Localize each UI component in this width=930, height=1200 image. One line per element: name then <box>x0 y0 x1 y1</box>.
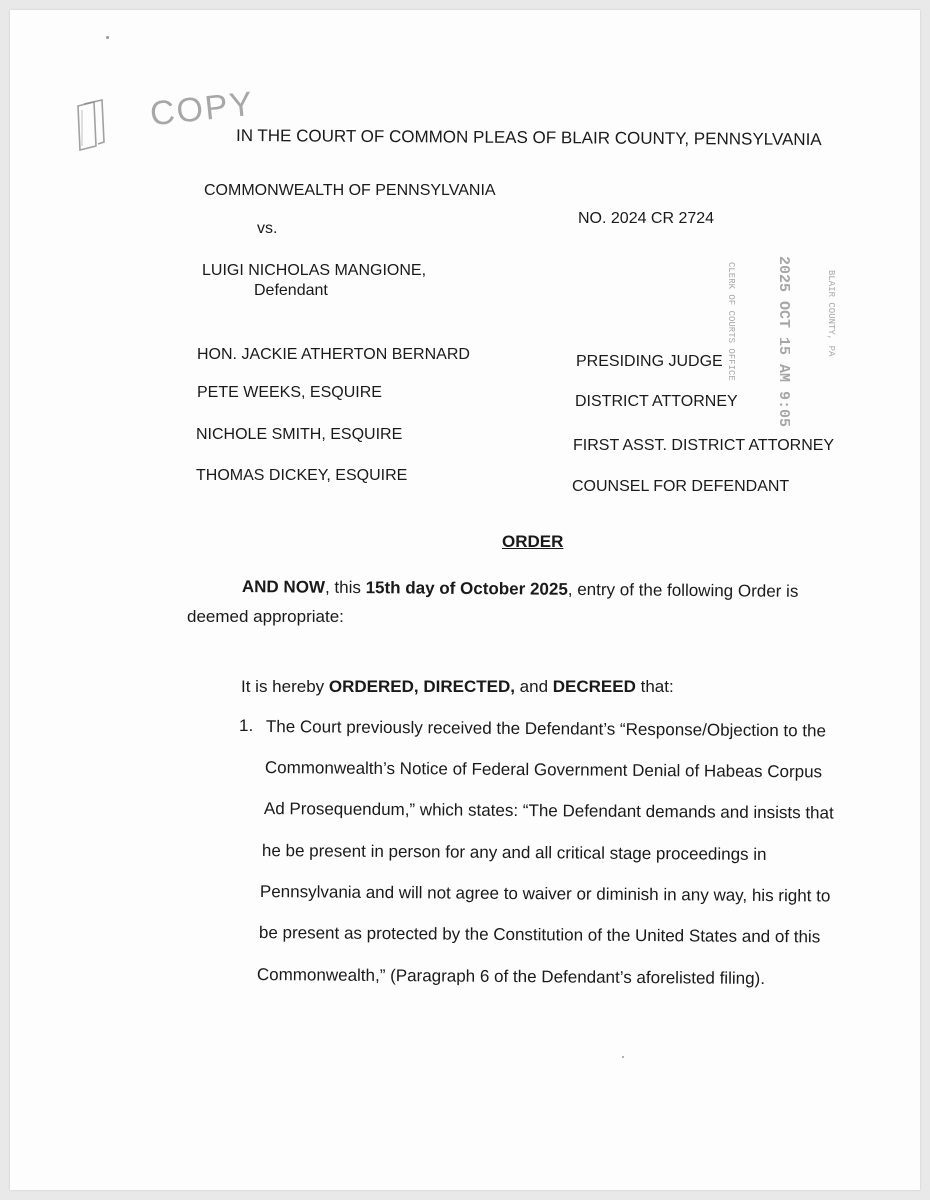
item1-line-7: Commonwealth,” (Paragraph 6 of the Defendant’s aforelisted filing). <box>256 965 766 988</box>
intro-lead: AND NOW <box>241 577 326 597</box>
copy-stamp <box>72 84 257 164</box>
decree-suffix: that: <box>635 677 674 696</box>
intro-mid: , this <box>324 577 366 598</box>
party-role-judge: PRESIDING JUDGE <box>576 353 723 370</box>
document-copy-icon <box>72 96 116 156</box>
item1-line-2: Commonwealth’s Notice of Federal Government Denial of Habeas Corpus <box>264 758 823 782</box>
decree-prefix: It is hereby <box>241 677 329 696</box>
document-page <box>10 10 920 1190</box>
scan-speck <box>106 36 109 39</box>
defendant-name: LUIGI NICHOLAS MANGIONE, <box>202 262 427 279</box>
scan-speck <box>622 1056 624 1058</box>
party-name-first-asst: NICHOLE SMITH, ESQUIRE <box>196 426 403 443</box>
item-number: 1. <box>239 716 254 735</box>
order-intro <box>242 577 799 602</box>
copy-stamp-label: COPY <box>148 84 257 134</box>
party-name-da: PETE WEEKS, ESQUIRE <box>197 384 382 401</box>
case-number: NO. 2024 CR 2724 <box>578 210 715 227</box>
court-heading: IN THE COURT OF COMMON PLEAS OF BLAIR COUNTY, PENNSYLVANIA <box>235 125 822 150</box>
plaintiff-name: COMMONWEALTH OF PENNSYLVANIA <box>204 182 496 199</box>
order-intro-line2: deemed appropriate: <box>187 607 344 626</box>
filed-stamp-date: 2025 OCT 15 AM 9:05 <box>775 256 792 428</box>
decree-decreed: DECREED <box>552 677 636 696</box>
intro-tail: , entry of the following Order is <box>567 579 799 601</box>
party-role-da: DISTRICT ATTORNEY <box>575 393 738 410</box>
party-name-judge: HON. JACKIE ATHERTON BERNARD <box>197 346 470 363</box>
decree-ordered: ORDERED, DIRECTED, <box>328 677 515 696</box>
item1-line-3: Ad Prosequendum,” which states: “The Defendant demands and insists that <box>263 799 834 823</box>
defendant-role: Defendant <box>254 282 328 299</box>
item1-line-4: he be present in person for any and all critical stage proceedings in <box>261 841 767 864</box>
item1-line-5: Pennsylvania and will not agree to waiver or diminish in any way, his right to <box>259 882 831 906</box>
party-role-first-asst: FIRST ASST. DISTRICT ATTORNEY <box>573 437 835 454</box>
party-name-defense: THOMAS DICKEY, ESQUIRE <box>196 467 408 484</box>
intro-date: 15th day of October 2025 <box>365 578 568 599</box>
party-role-defense: COUNSEL FOR DEFENDANT <box>572 478 790 495</box>
decree-and: and <box>514 677 553 696</box>
filed-stamp-county: BLAIR COUNTY, PA <box>826 270 836 357</box>
order-title: ORDER <box>502 532 564 551</box>
filed-stamp-clerk: CLERK OF COURTS OFFICE <box>726 262 736 381</box>
item1-line-1: The Court previously received the Defendant’s “Response/Objection to the <box>265 717 827 741</box>
item1-line-6: be present as protected by the Constitution of the United States and of this <box>258 923 821 947</box>
decree-line <box>241 677 674 697</box>
versus-label: vs. <box>257 220 278 237</box>
